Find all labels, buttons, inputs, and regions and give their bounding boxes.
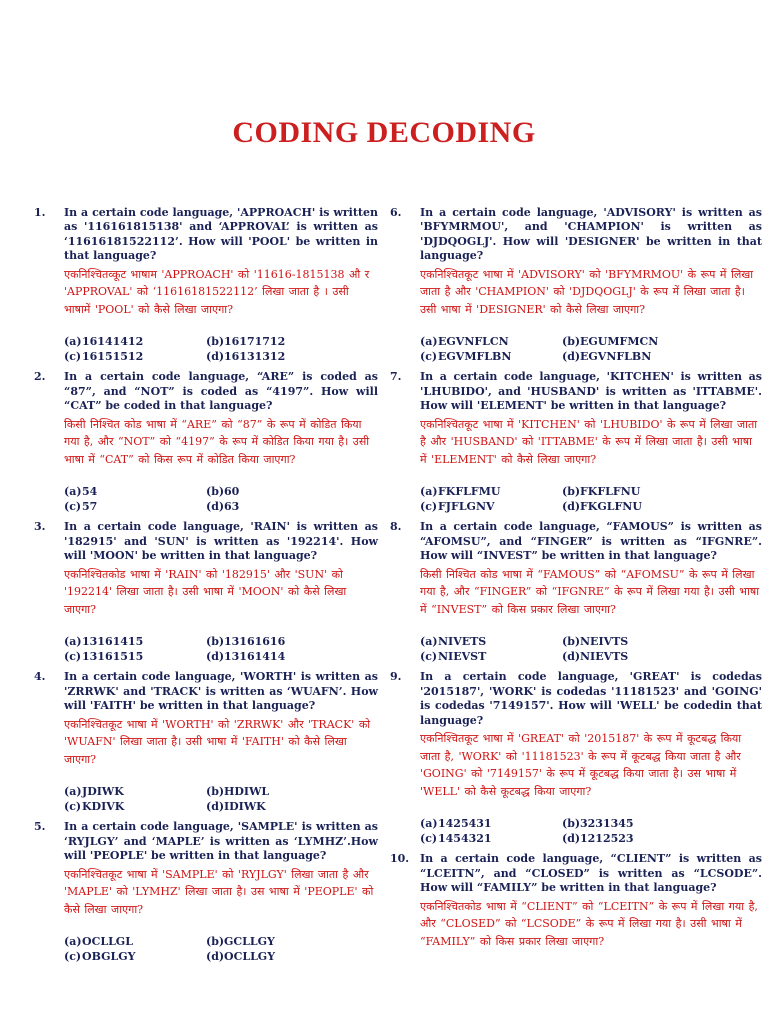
- option-label: (b): [562, 485, 581, 499]
- option-label: (c): [420, 350, 438, 364]
- option-value: EGVNFLBN: [580, 350, 652, 364]
- option-value: 13161415: [82, 635, 144, 649]
- option-label: (d): [206, 650, 225, 664]
- option-label: (a): [64, 335, 82, 349]
- question-text-hindi: एकनिश्चितकूट भाषा में 'WORTH' को 'ZRRWK' और 'TRACK' को 'WUAFN' लिखा जाता है। उसी भाषा में 'FAITH' को कैसे लिखा जाएगा?: [64, 717, 371, 766]
- option-value: 1454321: [438, 832, 492, 846]
- question-number: 5.: [34, 820, 46, 834]
- options: [64, 634, 378, 664]
- option-label: (c): [64, 800, 82, 814]
- left-column: [34, 206, 378, 970]
- question-number: 2.: [34, 370, 46, 384]
- question-number: 10.: [390, 852, 410, 866]
- options: [64, 784, 378, 814]
- options: [64, 484, 378, 514]
- option-value: 3231345: [580, 817, 634, 831]
- question-text-hindi: एकनिश्चितकूट भाषा में 'SAMPLE' को 'RYJLGY' लिखा जाता है और 'MAPLE' को 'LYMHZ' लिखा जाता है। उस भाषा में 'PEOPLE' को कैसे लिखा जाएगा?: [64, 867, 374, 916]
- option-value: OCLLGY: [224, 950, 276, 964]
- option-label: (d): [562, 350, 581, 364]
- option-label: (d): [562, 832, 581, 846]
- question-text-english: In a certain code language, 'APPROACH' is written as '116161815138' and ‘APPROVAL’ is written as ‘11616181522112’. How will 'POOL' be written in that language?: [64, 206, 378, 263]
- question-7: [390, 370, 762, 514]
- options: [64, 334, 378, 364]
- option-label: (d): [206, 500, 225, 514]
- option-value: NIEVST: [438, 650, 487, 664]
- option-value: 63: [224, 500, 240, 514]
- option-label: (c): [64, 500, 82, 514]
- option-label: (a): [64, 935, 82, 949]
- question-6: [390, 206, 762, 364]
- option-label: (b): [206, 485, 225, 499]
- question-text-hindi: एकनिश्चितकोड भाषा में 'RAIN' को '182915' और 'SUN' को '192214' लिखा जाता है। उसी भाषा में 'MOON' को कैसे लिखा जाएगा?: [64, 567, 347, 616]
- option-label: (d): [562, 500, 581, 514]
- right-column: [390, 206, 762, 956]
- option-value: 16131312: [224, 350, 286, 364]
- option-value: GCLLGY: [224, 935, 275, 949]
- question-text-hindi: एकनिश्चितव्कूट भाषाम 'APPROACH' को '11616-1815138 औ र 'APPROVAL' को ‘11616181522112’ लिखा जाता है । उसी भाषामें 'POOL' को कैसे लिखा जाएगा?: [64, 267, 370, 316]
- option-label: (a): [420, 817, 438, 831]
- options: [420, 816, 762, 846]
- option-value: HDIWL: [224, 785, 270, 799]
- option-value: 60: [224, 485, 240, 499]
- option-value: FKFLFNU: [580, 485, 641, 499]
- option-label: (b): [206, 935, 225, 949]
- question-text-hindi: एकनिश्चितकूट भाषा में 'KITCHEN' को 'LHUBIDO' के रूप में लिखा जाता है और 'HUSBAND' को 'ITTABME' के रूप में लिखा जाता है। उसी भाषा में 'ELEMENT' को कैसे लिखा जाएगा?: [420, 417, 758, 466]
- question-text-hindi: किसी निश्चित कोड भाषा में “FAMOUS” को “AFOMSU” के रूप में लिखा गया है, और “FINGER” को “IFGNRE” के रूप में लिखा गया है। उसी भाषा में “INVEST” को किस प्रकार लिखा जाएगा?: [420, 567, 760, 616]
- question-text-english: In a certain code language, “CLIENT” is written as “LCEITN”, and “CLOSED” is written as “LCSODE”. How will “FAMILY” be written in that language?: [420, 852, 762, 895]
- option-label: (a): [420, 635, 438, 649]
- question-text-english: In a certain code language, “FAMOUS” is written as “AFOMSU”, and “FINGER” is written as “IFGNRE”. How will “INVEST” be written in that language?: [420, 520, 762, 563]
- option-value: 1212523: [580, 832, 634, 846]
- question-10: [390, 852, 762, 950]
- question-text-english: In a certain code language, 'RAIN' is written as '182915' and 'SUN' is written as '192214'. How will 'MOON' be written in that language?: [64, 520, 378, 563]
- question-4: [34, 670, 378, 814]
- question-8: [390, 520, 762, 664]
- question-1: [34, 206, 378, 364]
- question-9: [390, 670, 762, 846]
- options: [64, 934, 378, 964]
- options: [420, 634, 762, 664]
- option-value: NEIVTS: [580, 635, 629, 649]
- option-label: (d): [206, 800, 225, 814]
- option-label: (c): [64, 950, 82, 964]
- question-number: 7.: [390, 370, 402, 384]
- option-value: 16141412: [82, 335, 144, 349]
- option-label: (a): [64, 485, 82, 499]
- options: [420, 334, 762, 364]
- option-value: IDIWK: [224, 800, 266, 814]
- question-text-english: In a certain code language, 'KITCHEN' is written as 'LHUBIDO', and 'HUSBAND' is written as 'ITTABME'. How will 'ELEMENT' be written in that language?: [420, 370, 762, 413]
- option-label: (d): [206, 350, 225, 364]
- option-label: (c): [64, 350, 82, 364]
- question-text-english: In a certain code language, 'GREAT' is codedas '2015187', 'WORK' is codedas '11181523' and 'GOING' is codedas '7149157'. How will 'WELL' be codedin that language?: [420, 670, 762, 727]
- option-value: 13161616: [224, 635, 286, 649]
- question-5: [34, 820, 378, 964]
- option-label: (b): [562, 635, 581, 649]
- question-text-hindi: एकनिश्चितकोड भाषा में “CLIENT” को “LCEITN” के रूप में लिखा गया है, और “CLOSED” को “LCSODE” के रूप में लिखा गया है। उसी भाषा में “FAMILY” को किस प्रकार लिखा जाएगा?: [420, 899, 758, 948]
- question-number: 3.: [34, 520, 46, 534]
- option-value: EGVMFLBN: [438, 350, 512, 364]
- option-value: OCLLGL: [82, 935, 133, 949]
- question-number: 9.: [390, 670, 402, 684]
- option-value: FJFLGNV: [438, 500, 495, 514]
- option-label: (b): [562, 817, 581, 831]
- option-value: 54: [82, 485, 98, 499]
- option-value: NIVETS: [438, 635, 487, 649]
- option-label: (b): [206, 785, 225, 799]
- question-text-english: In a certain code language, 'WORTH' is written as 'ZRRWK' and 'TRACK' is written as ‘WUAFN’. How will 'FAITH' be written in that language?: [64, 670, 378, 713]
- option-value: FKFLFMU: [438, 485, 501, 499]
- option-value: 1425431: [438, 817, 492, 831]
- option-label: (c): [420, 832, 438, 846]
- option-value: FKGLFNU: [580, 500, 642, 514]
- question-number: 6.: [390, 206, 402, 219]
- option-value: KDIVK: [82, 800, 125, 814]
- option-label: (a): [64, 785, 82, 799]
- option-value: 57: [82, 500, 98, 514]
- option-value: 13161515: [82, 650, 144, 664]
- question-text-english: In a certain code language, 'ADVISORY' is written as 'BFYMRMOU', and 'CHAMPION' is written as 'DJDQOGLJ'. How will 'DESIGNER' be written in that language?: [420, 206, 762, 263]
- option-label: (b): [206, 635, 225, 649]
- question-text-english: In a certain code language, “ARE” is coded as “87”, and “NOT” is coded as “4197”. How will “CAT” be coded in that language?: [64, 370, 378, 413]
- option-label: (d): [206, 950, 225, 964]
- option-value: JDIWK: [82, 785, 124, 799]
- option-value: 13161414: [224, 650, 286, 664]
- option-label: (b): [206, 335, 225, 349]
- option-value: EGVNFLCN: [438, 335, 509, 349]
- question-text-hindi: एकनिश्चितकूट भाषा में 'GREAT' को '2015187' के रूप में कूटबद्ध किया जाता है, 'WORK' को '11181523' के रूप में कूटबद्ध किया जाता है और 'GOING' को '7149157' के रूप में कूटबद्ध किया जाता है। उस भाषा में 'WELL' को कैसे कूटबद्ध किया जाएगा?: [420, 732, 742, 798]
- option-label: (c): [64, 650, 82, 664]
- option-label: (c): [420, 500, 438, 514]
- page-title: CODING DECODING: [232, 116, 536, 149]
- option-label: (a): [64, 635, 82, 649]
- option-value: EGUMFMCN: [580, 335, 659, 349]
- question-2: [34, 370, 378, 514]
- question-number: 8.: [390, 520, 402, 534]
- options: [420, 484, 762, 514]
- question-number: 1.: [34, 206, 46, 219]
- option-value: OBGLGY: [82, 950, 136, 964]
- option-label: (a): [420, 485, 438, 499]
- question-text-hindi: एकनिश्चितकूट भाषा में 'ADVISORY' को 'BFYMRMOU' के रूप में लिखा जाता है और 'CHAMPION' को 'DJDQOGLJ' के रूप में लिखा जाता है। उसी भाषा में 'DESIGNER' को कैसे लिखा जाएगा?: [420, 267, 754, 316]
- option-value: NIEVTS: [580, 650, 629, 664]
- option-label: (c): [420, 650, 438, 664]
- option-label: (d): [562, 650, 581, 664]
- question-number: 4.: [34, 670, 46, 684]
- question-3: [34, 520, 378, 664]
- option-label: (b): [562, 335, 581, 349]
- option-value: 16151512: [82, 350, 144, 364]
- question-text-english: In a certain code language, 'SAMPLE' is written as ‘RYJLGY’ and ‘MAPLE’ is written as ‘LYMHZ’.How will 'PEOPLE' be written in that language?: [64, 820, 378, 863]
- question-text-hindi: किसी निश्चित कोड भाषा में “ARE” को “87” के रूप में कोडित किया गया है, और “NOT” को “4197” के रूप में कोडित किया गया है। उसी भाषा में “CAT” को किस रूप में कोडित किया जाएगा?: [64, 417, 370, 466]
- option-value: 16171712: [224, 335, 286, 349]
- option-label: (a): [420, 335, 438, 349]
